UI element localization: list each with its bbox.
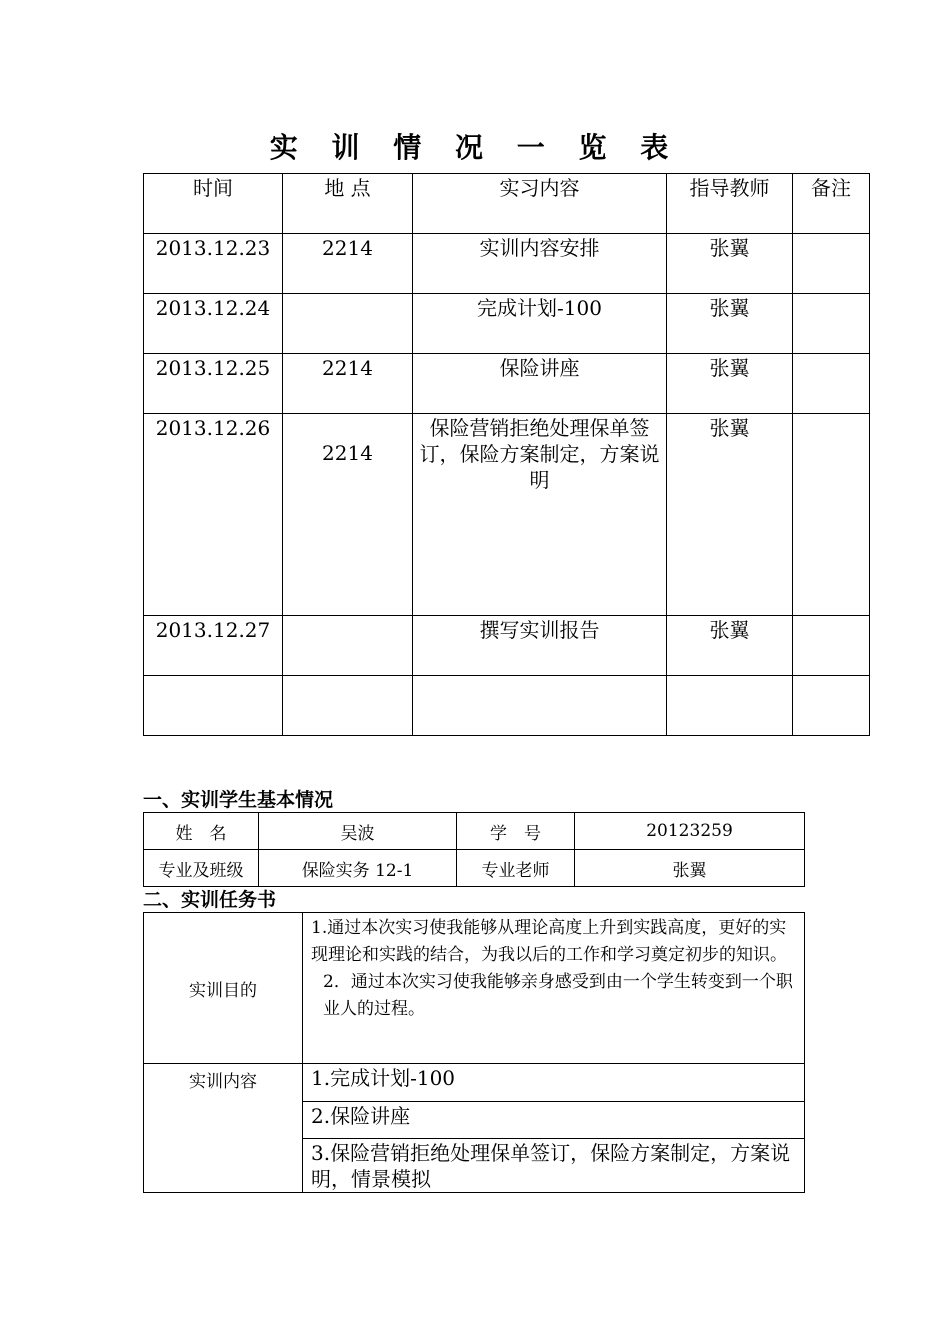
schedule-table (143, 173, 870, 736)
date-cell: 2013.12.26 (144, 414, 283, 616)
purpose-label: 实训目的 (144, 913, 303, 1064)
header-note: 备注 (793, 174, 870, 234)
date-cell: 2013.12.23 (144, 234, 283, 294)
teacher-value: 张翼 (575, 850, 805, 887)
name-label: 姓 名 (144, 813, 259, 850)
class-value: 保险实务 12-1 (259, 850, 457, 887)
teacher-cell: 张翼 (667, 354, 793, 414)
date-cell: 2013.12.27 (144, 616, 283, 676)
header-time: 时间 (144, 174, 283, 234)
student-id-value: 20123259 (575, 813, 805, 850)
purpose-paragraph: 1.通过本次实习使我能够从理论高度上升到实践高度，更好的实现理论和实践的结合，为我以后的工作和学习奠定初步的知识。 (311, 918, 787, 965)
table-row (144, 813, 805, 850)
date-cell: 2013.12.24 (144, 294, 283, 354)
teacher-cell (667, 676, 793, 736)
purpose-paragraph: 2．通过本次实习使我能够亲身感受到由一个学生转变到一个职业人的过程。 (323, 972, 793, 1019)
note-cell (793, 676, 870, 736)
teacher-label: 专业老师 (457, 850, 575, 887)
content-cell: 保险讲座 (413, 354, 667, 414)
table-row (144, 294, 870, 354)
header-content: 实习内容 (413, 174, 667, 234)
content-item: 3.保险营销拒绝处理保单签订，保险方案制定，方案说明，情景模拟 (303, 1139, 805, 1193)
content-item: 1.完成计划-100 (303, 1064, 805, 1102)
content-cell: 撰写实训报告 (413, 616, 667, 676)
table-row (144, 676, 870, 736)
place-cell: 2214 (283, 414, 413, 616)
teacher-cell: 张翼 (667, 234, 793, 294)
page-title: 实 训 情 况 一 览 表 (269, 131, 681, 164)
table-row (144, 850, 805, 887)
teacher-cell: 张翼 (667, 414, 793, 616)
teacher-cell: 张翼 (667, 616, 793, 676)
note-cell (793, 354, 870, 414)
place-cell (283, 676, 413, 736)
class-label: 专业及班级 (144, 850, 259, 887)
table-header-row (144, 174, 870, 234)
table-row (144, 1064, 805, 1102)
table-row (144, 414, 870, 616)
place-cell (283, 616, 413, 676)
table-row (144, 616, 870, 676)
note-cell (793, 294, 870, 354)
place-cell: 2214 (283, 354, 413, 414)
content-label: 实训内容 (144, 1064, 303, 1193)
date-cell: 2013.12.25 (144, 354, 283, 414)
header-teacher: 指导教师 (667, 174, 793, 234)
content-cell: 完成计划-100 (413, 294, 667, 354)
section-heading-task-book: 二、实训任务书 (143, 889, 277, 911)
student-id-label: 学 号 (457, 813, 575, 850)
date-cell (144, 676, 283, 736)
content-item: 2.保险讲座 (303, 1102, 805, 1139)
place-cell (283, 294, 413, 354)
header-place: 地 点 (283, 174, 413, 234)
content-cell: 保险营销拒绝处理保单签订，保险方案制定，方案说明 (413, 414, 667, 616)
section-heading-basic-info: 一、实训学生基本情况 (143, 789, 334, 811)
task-book-table (143, 912, 805, 1193)
name-value: 吴波 (259, 813, 457, 850)
table-row (144, 913, 805, 1064)
teacher-cell: 张翼 (667, 294, 793, 354)
purpose-text (303, 913, 805, 1064)
content-cell (413, 676, 667, 736)
table-row (144, 354, 870, 414)
table-row (144, 234, 870, 294)
note-cell (793, 616, 870, 676)
note-cell (793, 414, 870, 616)
basic-info-table (143, 812, 805, 887)
place-cell: 2214 (283, 234, 413, 294)
content-cell: 实训内容安排 (413, 234, 667, 294)
note-cell (793, 234, 870, 294)
